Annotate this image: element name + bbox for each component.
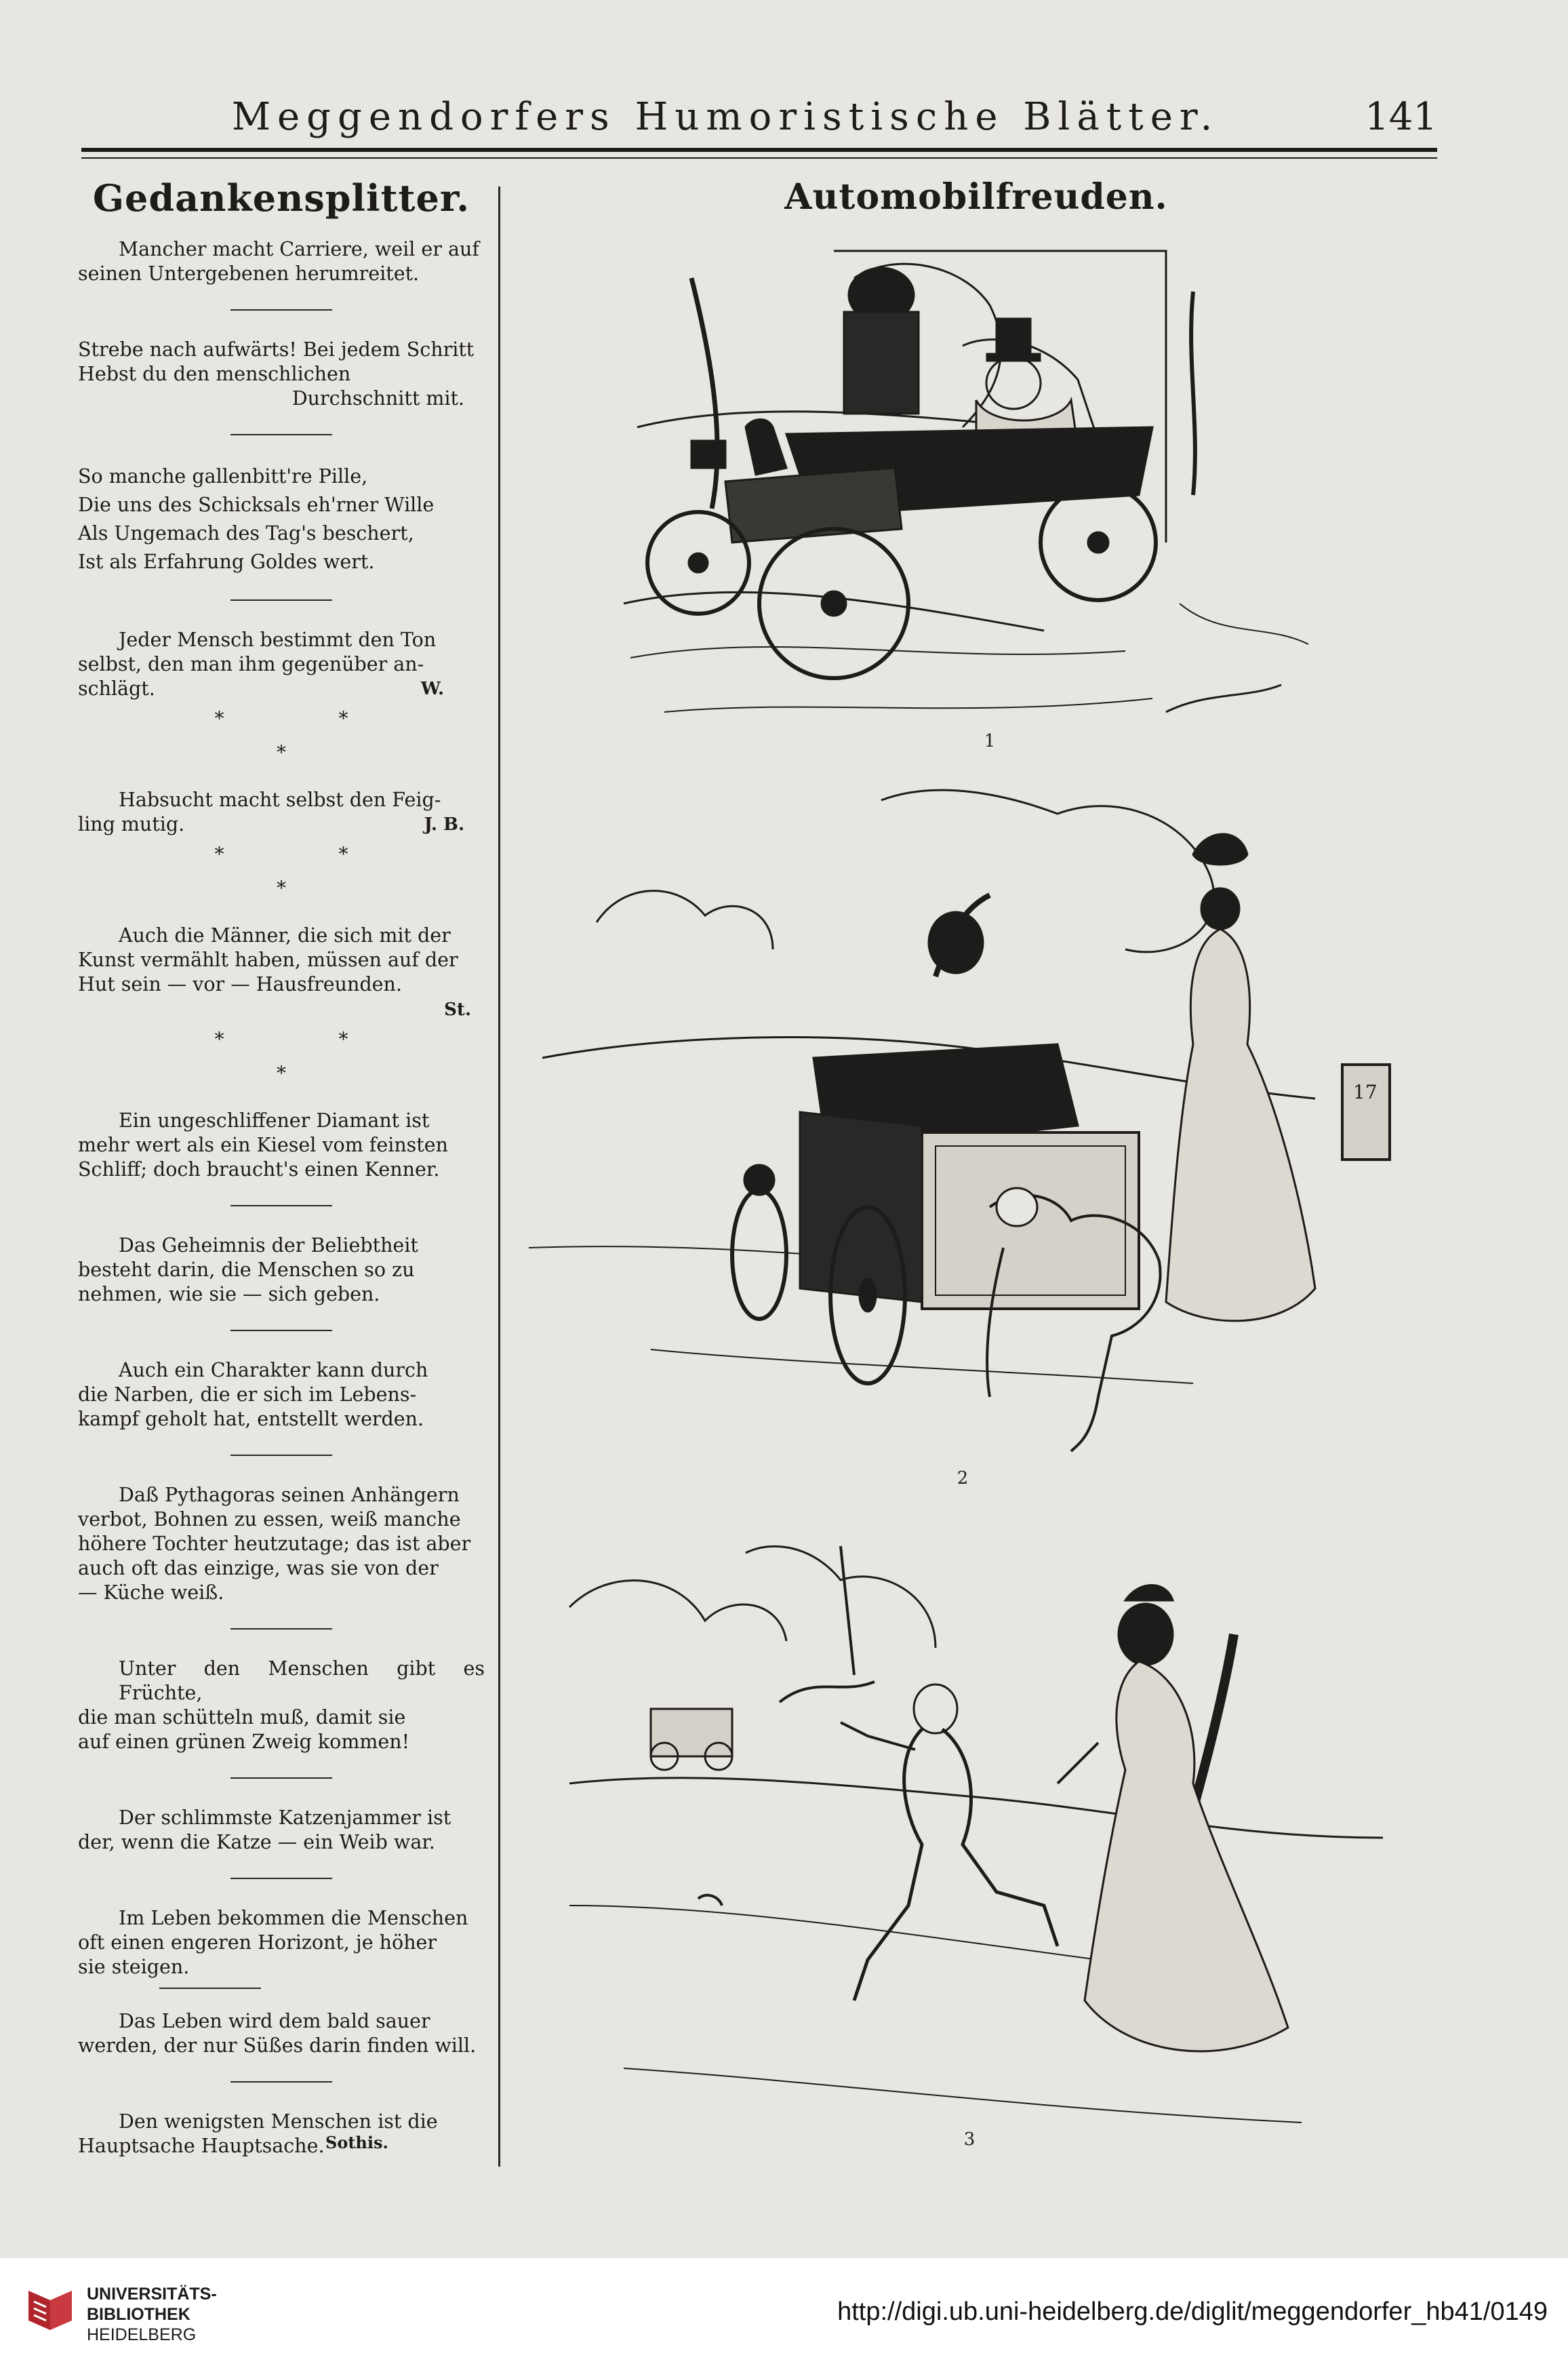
illustration-title: Automobilfreuden. bbox=[784, 176, 1168, 218]
text-line: Auch die Männer, die sich mit der bbox=[119, 924, 451, 947]
aphorism-12 bbox=[78, 1906, 485, 1979]
text-line: Das Leben wird dem bald sauer bbox=[119, 2010, 430, 2032]
text-line: Hut sein — vor — Hausfreunden. bbox=[78, 973, 402, 995]
page-number: 141 bbox=[1365, 95, 1437, 139]
text-line: Den wenigsten Menschen ist die bbox=[119, 2110, 438, 2133]
text-line: auf einen grünen Zweig kommen! bbox=[78, 1731, 410, 1753]
asterism-lower: * bbox=[277, 741, 286, 764]
text-line: Unter den Menschen gibt es Früchte, bbox=[119, 1657, 485, 1704]
text-line: Habsucht macht selbst den Feig- bbox=[119, 789, 441, 811]
author-initials: J. B. bbox=[424, 814, 464, 835]
text-line: nehmen, wie sie — sich geben. bbox=[78, 1283, 380, 1305]
text-line: der, wenn die Katze — ein Weib war. bbox=[78, 1831, 435, 1853]
column-divider bbox=[498, 186, 500, 2167]
text-line: Strebe nach aufwärts! Bei jedem Schritt bbox=[78, 338, 475, 361]
illustration-panel-2 bbox=[515, 773, 1424, 1465]
text-fragment: ling mutig. bbox=[78, 813, 185, 835]
aphorism-6 bbox=[78, 1109, 485, 1182]
panel-number-2: 2 bbox=[957, 1468, 969, 1488]
asterism: * * bbox=[214, 843, 403, 865]
text-line: Durchschnitt mit. bbox=[292, 387, 464, 410]
separator-rule bbox=[230, 2081, 332, 2083]
text-line: Jeder Mensch bestimmt den Ton bbox=[119, 629, 437, 651]
aphorism-14 bbox=[78, 2110, 485, 2158]
text-line: selbst, den man ihm gegenüber an- bbox=[78, 653, 424, 675]
aphorism-3 bbox=[78, 628, 485, 701]
text-line: Auch ein Charakter kann durch bbox=[119, 1359, 428, 1381]
separator-rule bbox=[230, 309, 332, 311]
illustration-panel-3 bbox=[556, 1526, 1396, 2150]
panel-number-1: 1 bbox=[984, 731, 996, 751]
text-line: mehr wert als ein Kiesel vom feinsten bbox=[78, 1134, 448, 1156]
aphorism-11 bbox=[78, 1806, 485, 1855]
text-line: Mancher macht Carriere, weil er auf bbox=[119, 238, 479, 260]
separator-rule bbox=[230, 1628, 332, 1630]
illustration-panel-1 bbox=[610, 224, 1315, 773]
separator-rule bbox=[230, 1330, 332, 1331]
separator-rule bbox=[230, 1455, 332, 1456]
separator-rule bbox=[230, 1878, 332, 1879]
header-rule-thin bbox=[81, 157, 1437, 159]
author-initials: St. bbox=[444, 1000, 471, 1020]
text-line: Kunst vermählt haben, müssen auf der bbox=[78, 949, 458, 971]
separator-rule bbox=[230, 1205, 332, 1206]
text-line: Im Leben bekommen die Menschen bbox=[119, 1907, 468, 1929]
text-line: die Narben, die er sich im Lebens- bbox=[78, 1383, 417, 1406]
separator-rule bbox=[230, 434, 332, 435]
text-line: werden, der nur Süßes darin finden will. bbox=[78, 2034, 477, 2057]
aphorism-8 bbox=[78, 1358, 485, 1432]
text-line: Daß Pythagoras seinen Anhängern bbox=[119, 1484, 460, 1506]
author-signature: Sothis. bbox=[325, 2133, 388, 2152]
aphorism-10 bbox=[78, 1657, 485, 1754]
text-line: Ein ungeschliffener Diamant ist bbox=[119, 1109, 430, 1132]
aphorism-7 bbox=[78, 1234, 485, 1307]
aphorism-5 bbox=[78, 924, 485, 1022]
library-logo-icon bbox=[26, 2285, 75, 2334]
asterism-lower: * bbox=[277, 877, 286, 899]
text-line: Der schlimmste Katzenjammer ist bbox=[119, 1807, 451, 1829]
aphorism-9 bbox=[78, 1483, 485, 1605]
aphorism-1 bbox=[78, 237, 485, 286]
header-rule-thick bbox=[81, 148, 1437, 152]
running-header bbox=[81, 88, 1437, 149]
text-line: die man schütteln muß, damit sie bbox=[78, 1706, 406, 1729]
text-line: Das Geheimnis der Beliebtheit bbox=[119, 1234, 418, 1257]
text-line: auch oft das einzige, was sie von der bbox=[78, 1557, 439, 1579]
running-title: Meggendorfers Humoristische Blätter. bbox=[231, 95, 1220, 139]
text-line: kampf geholt hat, entstellt werden. bbox=[78, 1408, 424, 1430]
left-column bbox=[78, 176, 485, 2158]
library-footer bbox=[0, 2258, 1568, 2368]
text-fragment: schlägt. bbox=[78, 677, 155, 700]
institution-line: HEIDELBERG bbox=[87, 2325, 197, 2344]
poem-line: Die uns des Schicksals eh'rner Wille bbox=[78, 494, 435, 516]
asterism-lower: * bbox=[277, 1062, 286, 1084]
text-line: Hebst du den menschlichen bbox=[78, 363, 351, 385]
text-line: oft einen engeren Horizont, je höher bbox=[78, 1931, 437, 1954]
institution-name bbox=[87, 2284, 217, 2345]
poem-line: So manche gallenbitt're Pille, bbox=[78, 465, 368, 488]
text-line bbox=[78, 997, 485, 1022]
text-line: Schliff; doch braucht's einen Kenner. bbox=[78, 1158, 440, 1181]
aphorism-2 bbox=[78, 338, 485, 411]
right-column bbox=[515, 176, 1437, 2177]
poem-line: Als Ungemach des Tag's beschert, bbox=[78, 522, 414, 545]
svg-text:17: 17 bbox=[1353, 1081, 1378, 1103]
text-line: Hauptsache Hauptsache. bbox=[78, 2135, 325, 2157]
text-line: sie steigen. bbox=[78, 1956, 190, 1978]
asterism: * * bbox=[214, 707, 403, 730]
poem bbox=[78, 462, 485, 576]
asterism: * * bbox=[214, 1028, 403, 1050]
aphorism-13 bbox=[78, 2009, 485, 2058]
separator-rule bbox=[159, 1988, 261, 1989]
institution-line: BIBLIOTHEK bbox=[87, 2305, 190, 2324]
author-initials: W. bbox=[420, 679, 444, 699]
poem-line: Ist als Erfahrung Goldes wert. bbox=[78, 551, 375, 573]
text-line: höhere Tochter heutzutage; das ist aber bbox=[78, 1533, 471, 1555]
column-heading: Gedankensplitter. bbox=[92, 176, 470, 220]
source-url[interactable]: http://digi.ub.uni-heidelberg.de/diglit/meggendorfer_hb41/0149 bbox=[837, 2297, 1548, 2326]
text-line bbox=[78, 677, 485, 701]
institution-line: UNIVERSITÄTS- bbox=[87, 2285, 217, 2304]
aphorism-4 bbox=[78, 788, 485, 837]
text-line: besteht darin, die Menschen so zu bbox=[78, 1259, 415, 1281]
text-line: — Küche weiß. bbox=[78, 1581, 224, 1604]
separator-rule bbox=[230, 1777, 332, 1779]
text-line: verbot, Bohnen zu essen, weiß manche bbox=[78, 1508, 461, 1531]
separator-rule bbox=[230, 599, 332, 601]
text-line bbox=[78, 812, 485, 837]
text-line: seinen Untergebenen herumreitet. bbox=[78, 262, 420, 285]
panel-number-3: 3 bbox=[963, 2129, 976, 2150]
